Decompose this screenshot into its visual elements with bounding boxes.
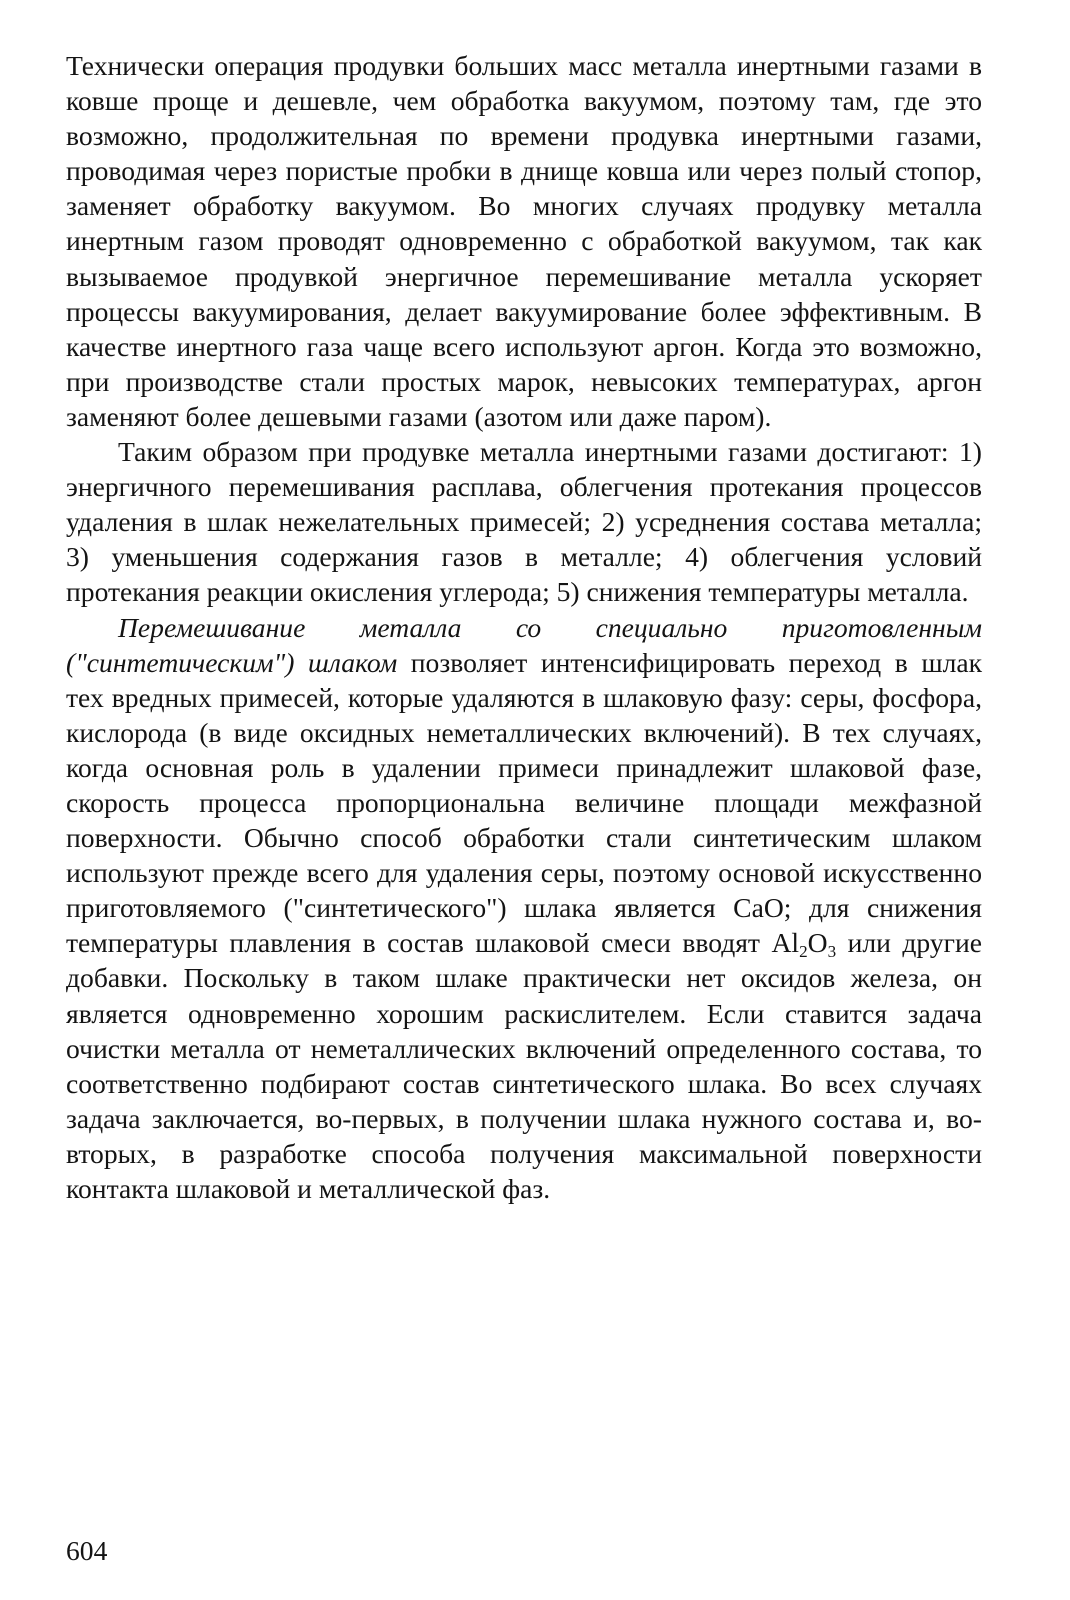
paragraph-blowing-results: Таким образом при продувке металла инертными газами достигают: 1) энергичного перемешивания расплава, облегчения протекания процессов удаления в шлак нежелательных примесей; 2) усреднения состава металла; 3) уменьшения содержания газов в металле; 4) облегчения условий протекания реакции окисления углерода; 5) снижения температуры металла. — [66, 436, 982, 608]
paragraph-text-part-1: позволяет интенсифицировать переход в шлак тех вредных примесей, которые удаляются в шлаковую фазу: серы, фосфора, кислорода (в виде оксидных неметаллических включений). В тех случаях, когда основная роль в удалении примеси принадлежит шлаковой фазе, скорость процесса пропорциональна величине площади межфазной поверхности. Обычно способ обработки стали синтетическим шлаком используют прежде всего для удаления серы, поэтому основой искусственно приготовляемого ("синтетического") шлака является CaO; для снижения температуры плавления в состав шлаковой смеси вводят — [66, 646, 982, 959]
page-number: 604 — [66, 1535, 108, 1566]
paragraph-synthetic-slag — [66, 610, 982, 1207]
formula-al2o3: $Al_2O_3$ — [771, 927, 837, 962]
paragraph-text-part-2: или другие добавки. Поскольку в таком шлаке практически нет оксидов железа, он является одновременно хорошим раскислителем. Если ставится задача очистки металла от неметаллических включений определенного состава, то соответственно подбирают состав синтетического шлака. Во всех случаях задача заключается, во-первых, в получении шлака нужного состава и, во-вторых, в разработке способа получения максимальной поверхности контакта шлаковой и металлической фаз. — [66, 927, 982, 1204]
page-body — [66, 48, 982, 1206]
italic-term: Перемешивание металла со специально приготовленным ("синтетическим") шлаком — [66, 611, 982, 678]
paragraph-argon-blowing: Технически операция продувки больших масс металла инертными газами в ковше проще и дешевле, чем обработка вакуумом, поэтому там, где это возможно, продолжительная по времени продувка инертными газами, проводимая через пористые пробки в днище ковша или через полый стопор, заменяет обработку вакуумом. Во многих случаях продувку металла инертным газом проводят одновременно с обработкой вакуумом, так как вызываемое продувкой энергичное перемешивание металла ускоряет процессы вакуумирования, делает вакуумирование более эффективным. В качестве инертного газа чаще всего используют аргон. Когда это возможно, при производстве стали простых марок, невысоких температурах, аргон заменяют более дешевыми газами (азотом или даже паром). — [66, 50, 982, 432]
